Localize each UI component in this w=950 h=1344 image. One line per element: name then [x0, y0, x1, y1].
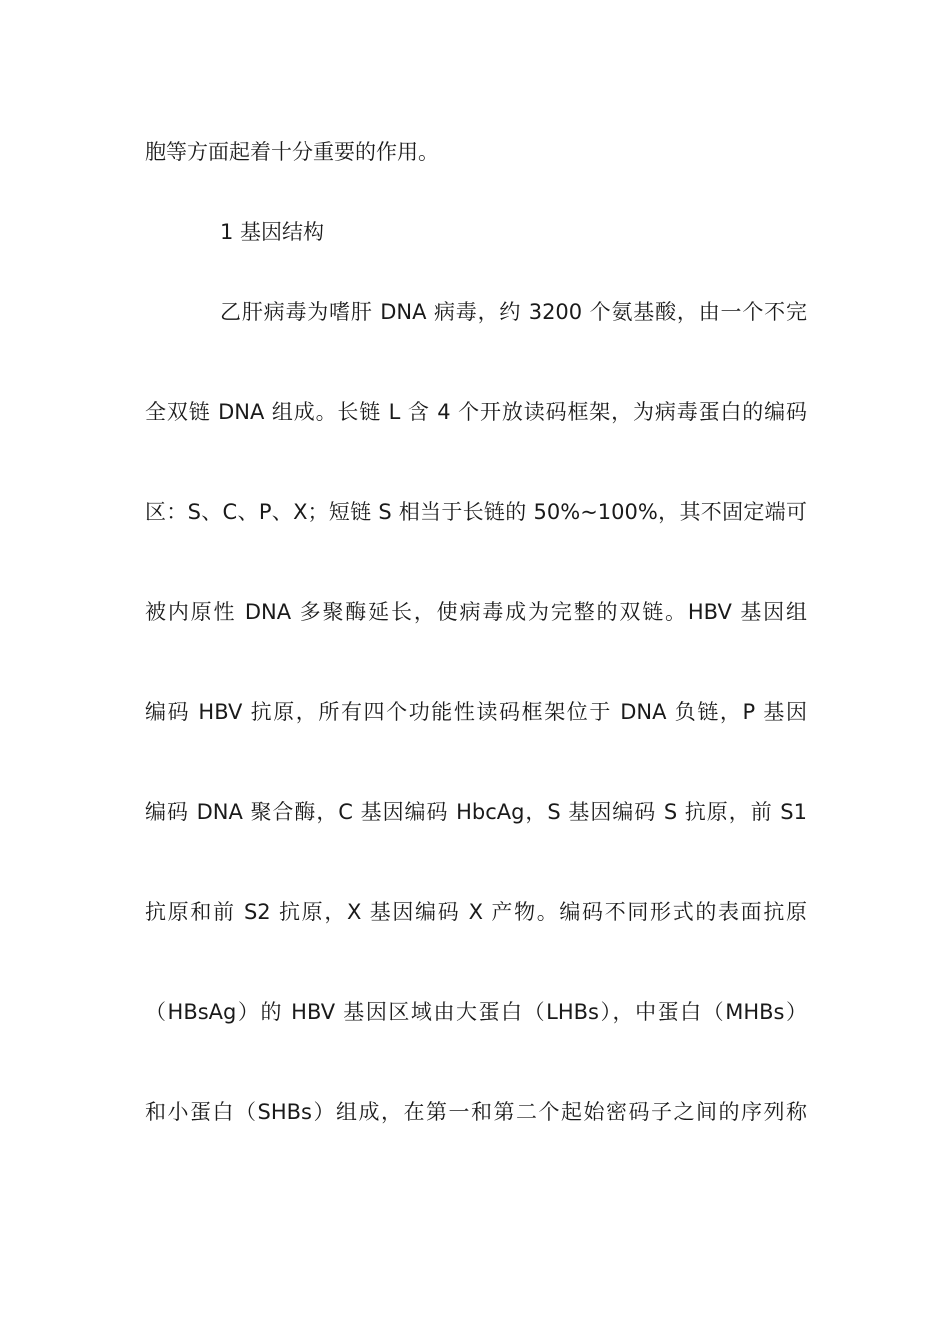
- paragraph-line: 全双链 DNA 组成。长链 L 含 4 个开放读码框架，为病毒蛋白的编码: [145, 400, 807, 424]
- paragraph-line: 胞等方面起着十分重要的作用。: [145, 140, 439, 164]
- paragraph-line: 编码 DNA 聚合酶，C 基因编码 HbcAg，S 基因编码 S 抗原，前 S1: [145, 800, 807, 824]
- paragraph-line: （HBsAg）的 HBV 基因区域由大蛋白（LHBs），中蛋白（MHBs）: [145, 1000, 807, 1024]
- paragraph-line: 被内原性 DNA 多聚酶延长，使病毒成为完整的双链。HBV 基因组: [145, 600, 807, 624]
- paragraph-line: 和小蛋白（SHBs）组成，在第一和第二个起始密码子之间的序列称: [145, 1100, 807, 1124]
- paragraph-line: 乙肝病毒为嗜肝 DNA 病毒，约 3200 个氨基酸，由一个不完: [220, 300, 807, 324]
- paragraph-line: 编码 HBV 抗原，所有四个功能性读码框架位于 DNA 负链，P 基因: [145, 700, 807, 724]
- section-heading: 1 基因结构: [220, 220, 325, 244]
- paragraph-line: 区：S、C、P、X；短链 S 相当于长链的 50%~100%，其不固定端可: [145, 500, 807, 524]
- paragraph-line: 抗原和前 S2 抗原，X 基因编码 X 产物。编码不同形式的表面抗原: [145, 900, 807, 924]
